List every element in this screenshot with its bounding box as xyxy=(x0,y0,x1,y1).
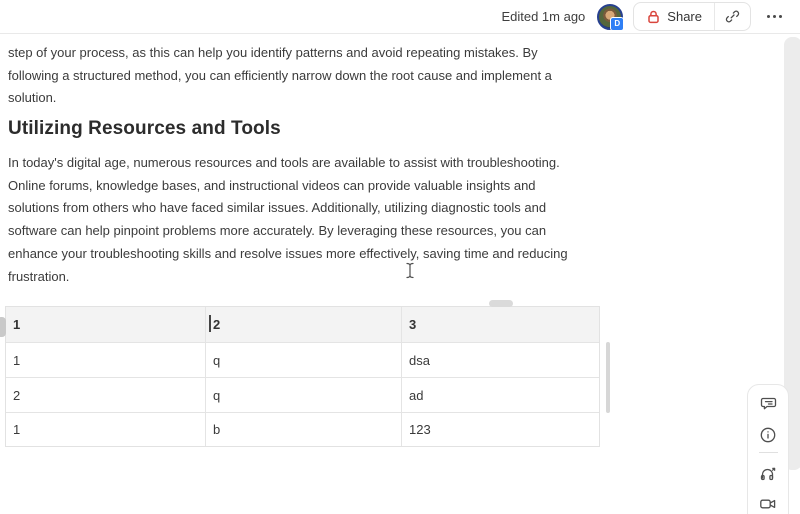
table-cell[interactable]: ad xyxy=(402,378,599,413)
paragraph[interactable] xyxy=(8,152,602,288)
text-caret xyxy=(209,315,211,332)
text-line: enhance your troubleshooting skills and resolve issues more effectively, saving time and reducing xyxy=(8,245,568,261)
table-header-cell[interactable]: 3 xyxy=(402,307,599,343)
table-cell[interactable]: q xyxy=(206,378,402,413)
headphones-icon[interactable] xyxy=(756,462,780,486)
text-line: following a structured method, you can efficiently narrow down the root cause and implement a xyxy=(8,67,552,83)
text-line: software can help pinpoint problems more accurately. By leveraging these resources, you can xyxy=(8,223,547,239)
table-header-cell[interactable]: 2 xyxy=(206,307,402,343)
text-line: Online forums, knowledge bases, and instructional videos can provide valuable insights and xyxy=(8,177,536,193)
table-cell[interactable]: 1 xyxy=(6,343,206,378)
paragraph[interactable] xyxy=(8,42,602,110)
share-button-group xyxy=(633,2,751,31)
share-button-label: Share xyxy=(667,9,702,24)
text-line: In today's digital age, numerous resources and tools are available to assist with troubleshooting. xyxy=(8,155,560,170)
table-cell[interactable]: 123 xyxy=(402,413,599,446)
table-cell[interactable]: dsa xyxy=(402,343,599,378)
comment-icon[interactable] xyxy=(756,391,780,415)
edited-status: Edited 1m ago xyxy=(501,9,586,24)
text-line: step of your process, as this can help you identify patterns and avoid repeating mistakes. By xyxy=(8,45,538,60)
table-row xyxy=(6,378,599,413)
avatar[interactable] xyxy=(597,4,623,30)
table-cell[interactable]: 1 xyxy=(6,413,206,446)
text-line: frustration. xyxy=(8,268,70,284)
side-tool-panel xyxy=(747,384,789,514)
table-row xyxy=(6,413,599,446)
video-camera-icon[interactable] xyxy=(756,492,780,514)
avatar-badge: D xyxy=(610,17,624,31)
table-row xyxy=(6,343,599,378)
info-icon[interactable] xyxy=(756,423,780,447)
text-cursor-ibeam xyxy=(405,262,415,279)
section-heading[interactable]: Utilizing Resources and Tools xyxy=(8,118,281,139)
top-bar xyxy=(0,0,800,34)
table-side-handle[interactable] xyxy=(606,342,610,413)
table-header-row xyxy=(6,307,599,343)
copy-link-button[interactable] xyxy=(715,3,750,30)
panel-divider xyxy=(759,452,778,453)
more-menu-button[interactable] xyxy=(761,3,788,30)
table-cell[interactable]: q xyxy=(206,343,402,378)
table-header-cell[interactable]: 1 xyxy=(6,307,206,343)
text-line: solution. xyxy=(8,90,57,106)
more-icon xyxy=(767,15,770,18)
link-icon xyxy=(725,9,740,24)
content-table xyxy=(5,306,600,447)
table-cell[interactable]: b xyxy=(206,413,402,446)
lock-icon xyxy=(646,9,661,24)
table-cell[interactable]: 2 xyxy=(6,378,206,413)
table-column-handle[interactable] xyxy=(489,300,513,307)
share-button[interactable] xyxy=(634,3,714,30)
table-row-handle[interactable] xyxy=(0,317,6,337)
text-line: solutions from others who have faced similar issues. Additionally, utilizing diagnostic tools and xyxy=(8,200,547,216)
